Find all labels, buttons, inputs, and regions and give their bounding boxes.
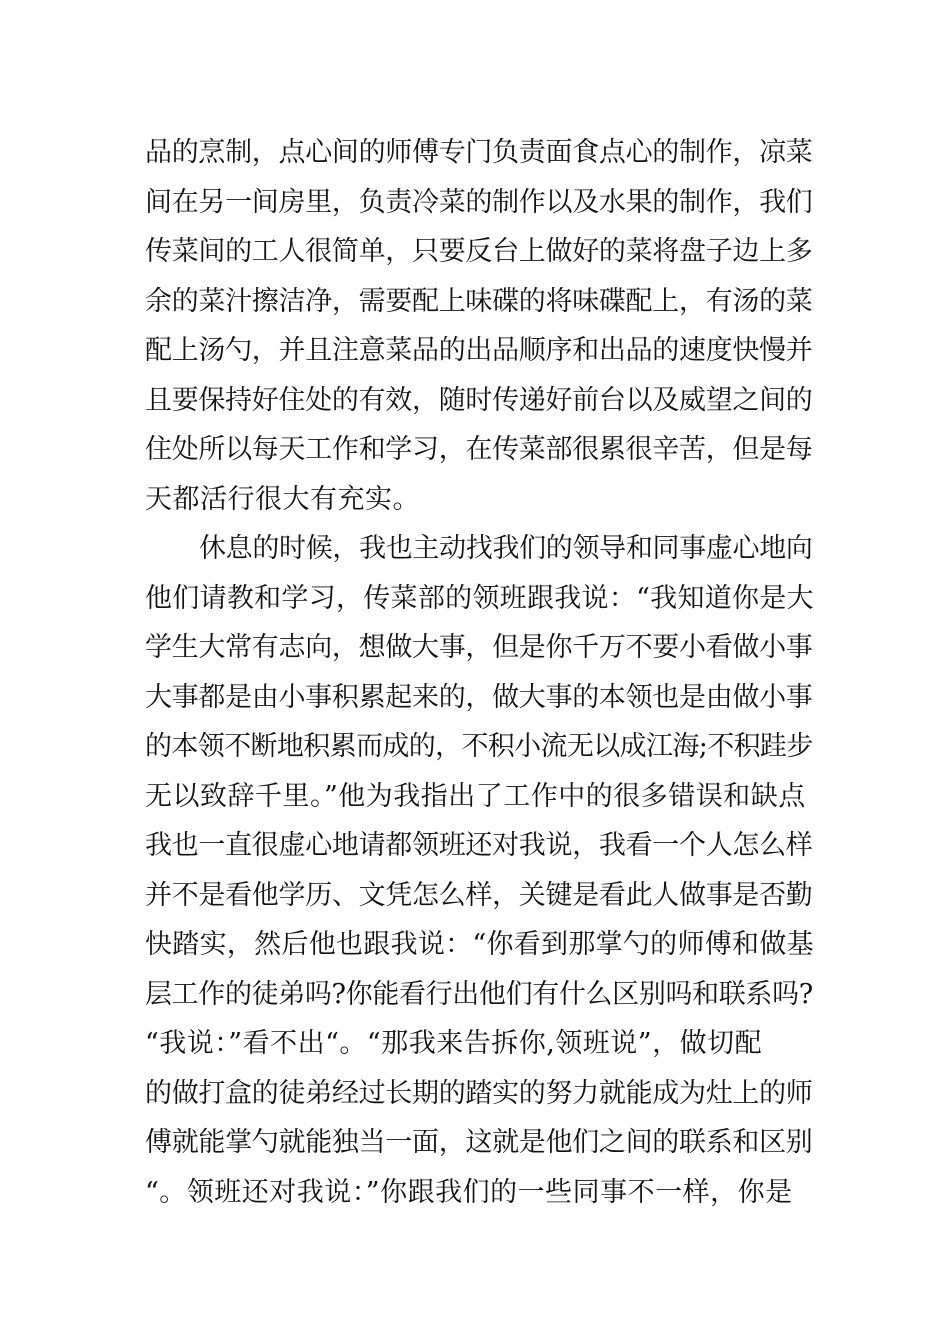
- text-line: 快踏实，然后他也跟我说：“你看到那掌勺的师傅和做基: [145, 929, 814, 960]
- text-line: 间在另一间房里，负责冷菜的制作以及水果的制作，我们: [145, 186, 813, 218]
- text-line: 并不是看他学历、文凭怎么样，关键是看此人做事是否勤: [145, 879, 813, 911]
- text-line: 品的烹制，点心间的师傅专门负责面食点心的制作，凉菜: [145, 137, 813, 168]
- text-line: 余的菜汁擦洁净，需要配上味碟的将味碟配上，有汤的菜: [145, 285, 813, 317]
- text-line: 天都活行很大有充实。: [145, 483, 420, 515]
- text-line: 无以致辞千里。”他为我指出了工作中的很多错误和缺点: [145, 780, 806, 812]
- text-line: 传菜间的工人很简单，只要反台上做好的菜将盘子边上多: [145, 236, 813, 267]
- text-line: 的本领不断地积累而成的，不积小流无以成江海;不积跬步: [145, 731, 813, 762]
- text-line: 住处所以每天工作和学习，在传菜部很累很辛苦，但是每: [145, 434, 813, 465]
- paragraph-2: [145, 524, 815, 1217]
- body-text: [145, 128, 815, 1217]
- text-line: 的做打盒的徒弟经过长期的踏实的努力就能成为灶上的师: [145, 1077, 813, 1109]
- text-line: 我也一直很虚心地请都领班还对我说，我看一个人怎么样: [145, 830, 813, 861]
- text-line: 学生大常有志向，想做大事，但是你千万不要小看做小事: [145, 632, 813, 663]
- text-line: 且要保持好住处的有效，随时传递好前台以及威望之间的: [145, 384, 813, 416]
- paragraph-1: [145, 128, 815, 524]
- text-line: 大事都是由小事积累起来的，做大事的本领也是由做小事: [145, 681, 813, 713]
- text-line: “。领班还对我说：”你跟我们的一些同事不一样，你是: [145, 1176, 793, 1208]
- text-line: 层工作的徒弟吗?你能看行出他们有什么区别吗和联系吗?: [145, 978, 813, 1010]
- text-line: 傅就能掌勺就能独当一面，这就是他们之间的联系和区别: [145, 1127, 813, 1158]
- text-line: “我说：”看不出“。“那我来告拆你,领班说”，做切配: [145, 1028, 763, 1059]
- text-line: 他们请教和学习，传菜部的领班跟我说：“我知道你是大: [145, 582, 814, 614]
- text-line-indented: 休息的时候，我也主动找我们的领导和同事虚心地向: [199, 533, 813, 564]
- text-line: 配上汤勺，并且注意菜品的出品顺序和出品的速度快慢并: [145, 335, 813, 366]
